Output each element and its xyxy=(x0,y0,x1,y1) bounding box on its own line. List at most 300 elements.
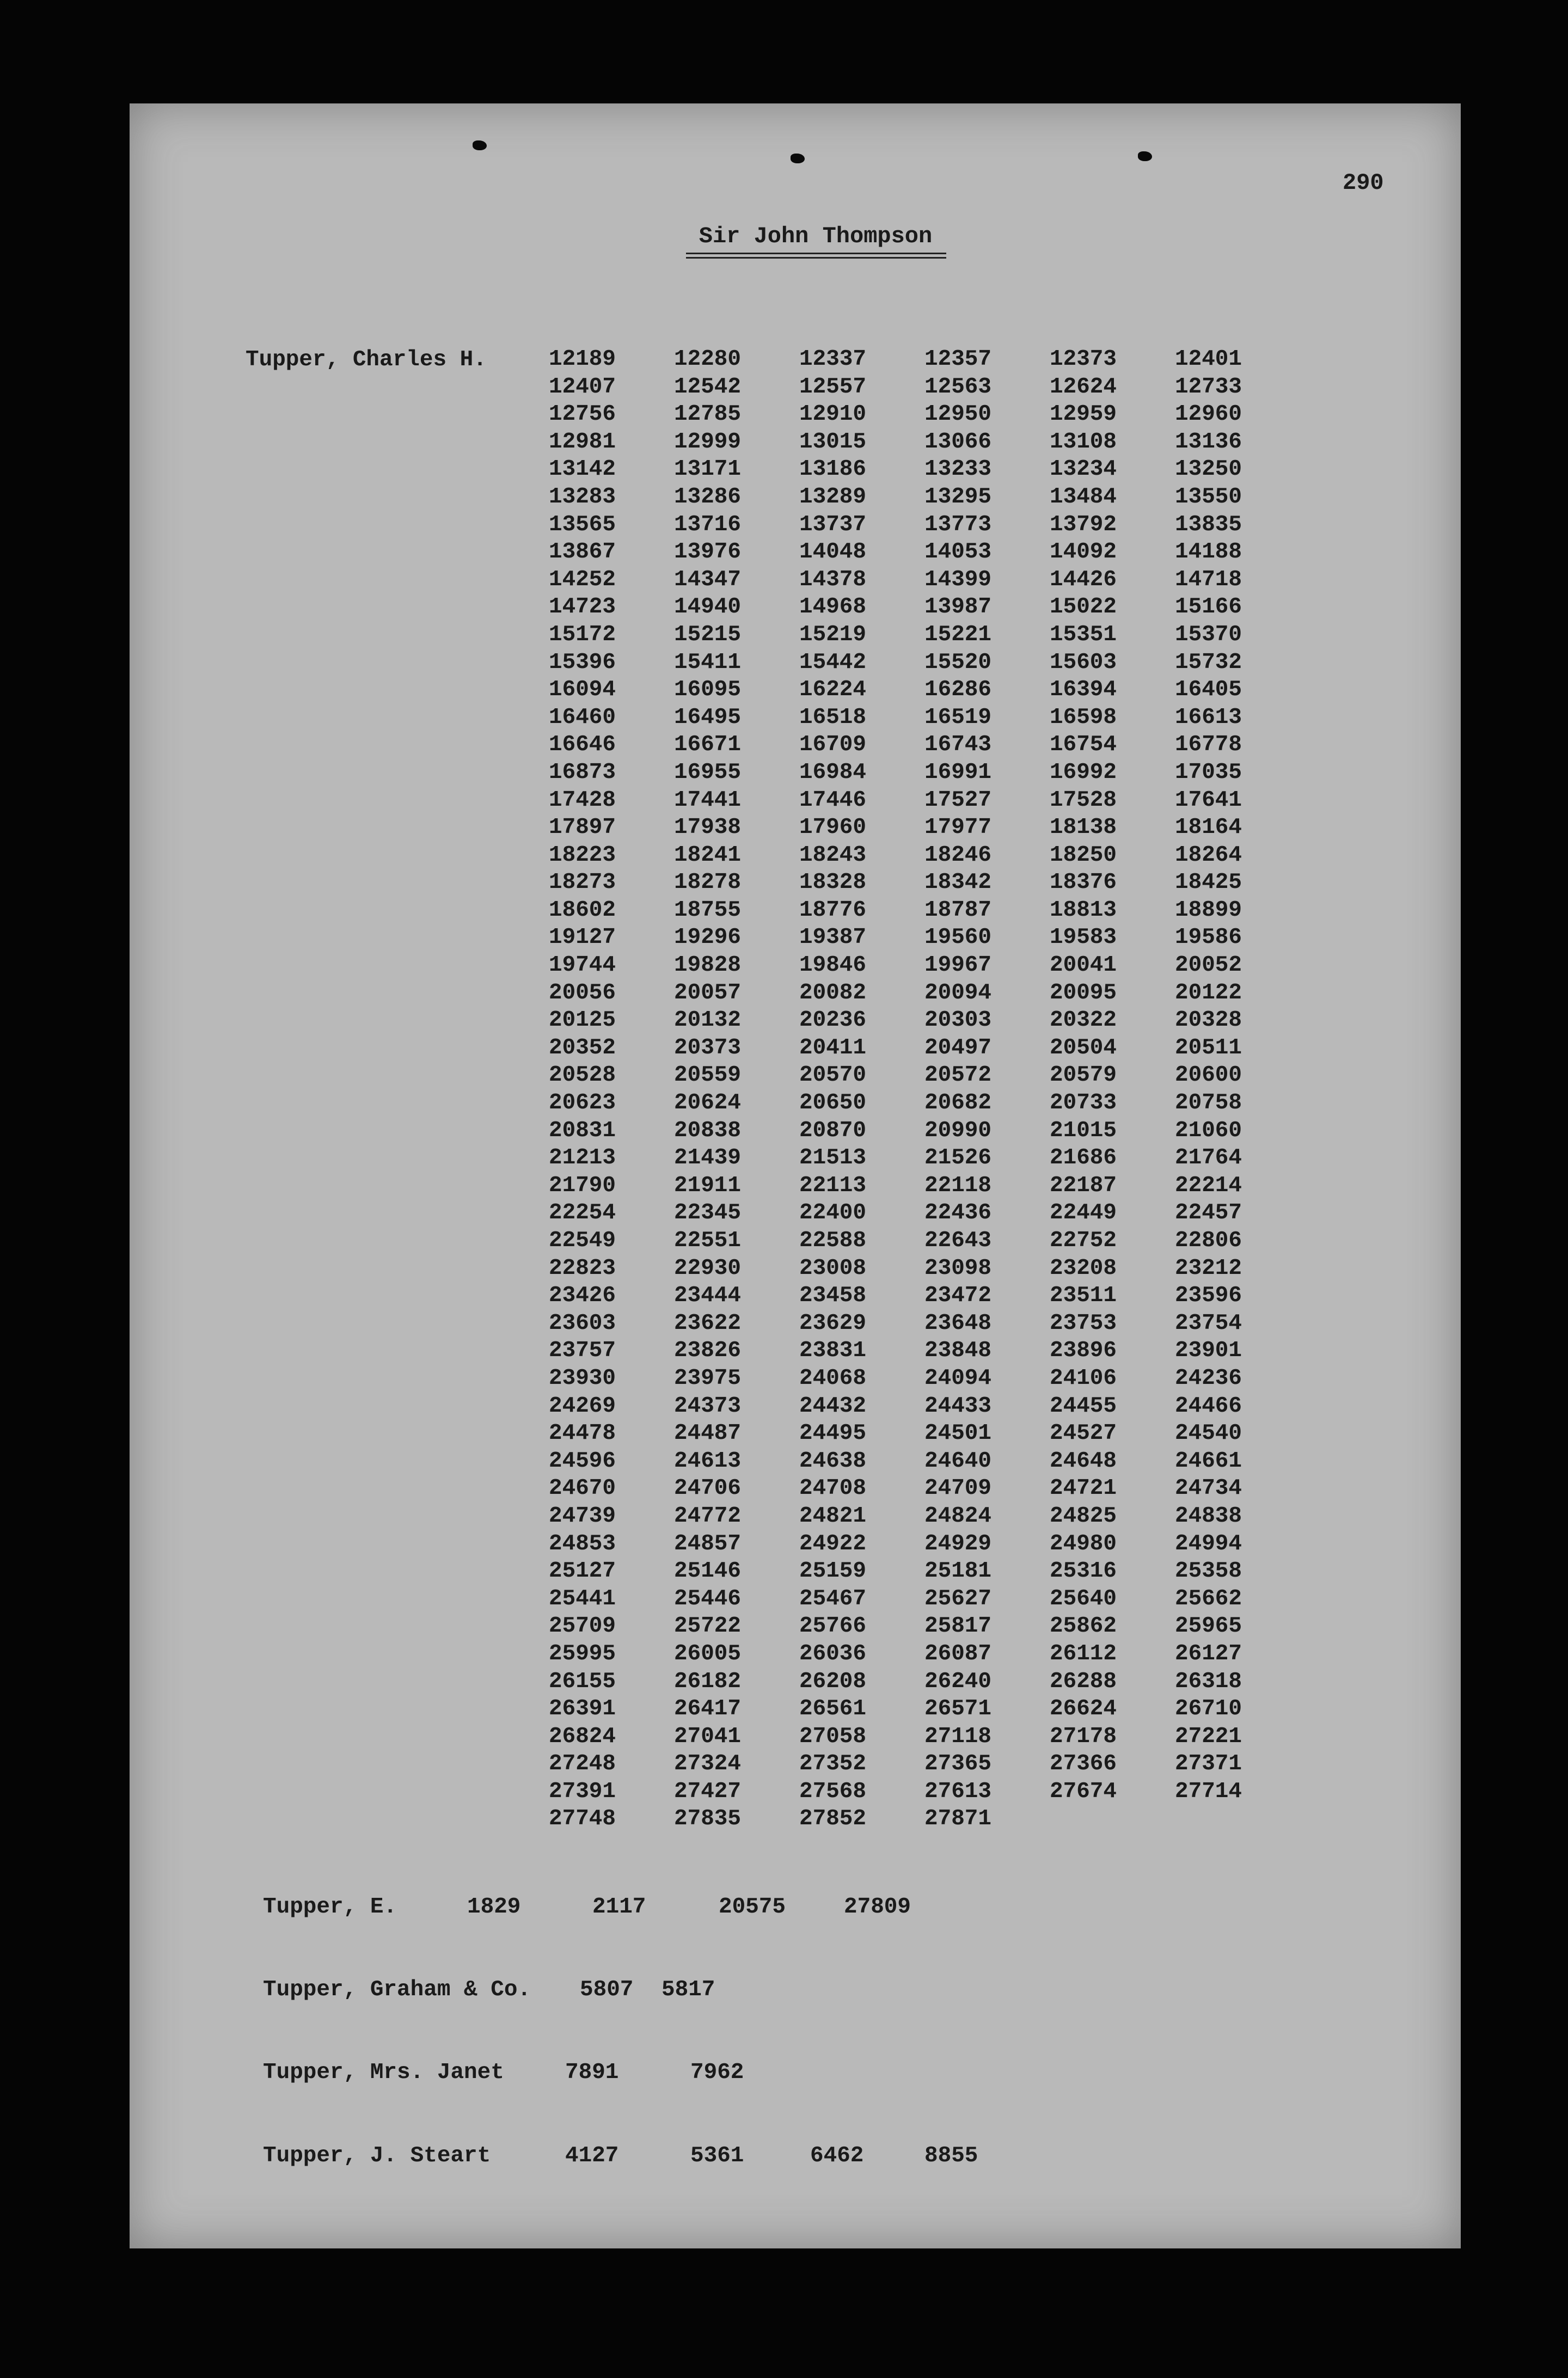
grid-cell: 22806 xyxy=(1175,1228,1242,1253)
grid-cell: 16495 xyxy=(674,704,742,730)
grid-cell: 23622 xyxy=(674,1310,742,1336)
grid-cell: 20733 xyxy=(1050,1090,1117,1116)
grid-cell: 17446 xyxy=(799,787,867,813)
grid-cell: 13108 xyxy=(1050,429,1117,455)
grid-cell: 20411 xyxy=(799,1035,867,1061)
grid-cell: 18243 xyxy=(799,842,867,868)
grid-cell: 22436 xyxy=(924,1200,992,1226)
grid-cell: 21439 xyxy=(674,1145,742,1171)
grid-cell: 14048 xyxy=(799,540,867,565)
grid-cell: 20579 xyxy=(1050,1063,1117,1088)
grid-cell: 20504 xyxy=(1050,1035,1117,1061)
grid-row xyxy=(549,1034,1409,1062)
grid-cell: 14347 xyxy=(674,567,742,592)
grid-cell: 20057 xyxy=(674,980,742,1006)
grid-cell: 23511 xyxy=(1050,1283,1117,1309)
grid-cell: 21790 xyxy=(549,1173,616,1198)
grid-cell: 16671 xyxy=(674,732,742,758)
grid-row xyxy=(549,1144,1409,1172)
grid-cell: 27324 xyxy=(674,1751,742,1777)
grid-cell: 25441 xyxy=(549,1586,616,1611)
grid-cell: 17960 xyxy=(799,815,867,841)
grid-cell: 24734 xyxy=(1175,1476,1242,1501)
grid-cell: 14188 xyxy=(1175,540,1242,565)
grid-cell: 24466 xyxy=(1175,1393,1242,1419)
grid-cell: 20056 xyxy=(549,980,616,1006)
grid-cell: 20132 xyxy=(674,1008,742,1033)
grid-cell: 22449 xyxy=(1050,1200,1117,1226)
grid-row xyxy=(549,731,1409,759)
page-number: 290 xyxy=(1343,170,1384,196)
grid-cell: 23603 xyxy=(549,1310,616,1336)
grid-cell: 19967 xyxy=(924,953,992,978)
grid-cell: 26005 xyxy=(674,1641,742,1666)
grid-cell: 25722 xyxy=(674,1614,742,1639)
grid-row xyxy=(549,952,1409,979)
grid-cell: 25358 xyxy=(1175,1559,1242,1584)
grid-cell: 20052 xyxy=(1175,953,1242,978)
grid-cell: 14426 xyxy=(1050,567,1117,592)
grid-cell: 12280 xyxy=(674,347,742,372)
grid-cell: 24501 xyxy=(924,1421,992,1447)
grid-cell: 17897 xyxy=(549,815,616,841)
grid-cell: 22113 xyxy=(799,1173,867,1198)
grid-cell: 18376 xyxy=(1050,870,1117,896)
grid-cell: 27248 xyxy=(549,1751,616,1777)
grid-row xyxy=(549,1227,1409,1255)
grid-cell: 19846 xyxy=(799,953,867,978)
grid-cell: 15396 xyxy=(549,649,616,675)
grid-cell: 23831 xyxy=(799,1338,867,1364)
grid-cell: 12950 xyxy=(924,402,992,427)
grid-cell: 24838 xyxy=(1175,1503,1242,1529)
grid-row xyxy=(549,842,1409,869)
grid-cell: 18264 xyxy=(1175,842,1242,868)
grid-row xyxy=(549,704,1409,732)
grid-cell: 21911 xyxy=(674,1173,742,1198)
grid-cell: 23826 xyxy=(674,1338,742,1364)
grid-cell: 13289 xyxy=(799,484,867,510)
grid-cell: 27118 xyxy=(924,1724,992,1749)
grid-cell: 16519 xyxy=(924,704,992,730)
grid-cell: 26624 xyxy=(1050,1696,1117,1722)
grid-cell: 13286 xyxy=(674,484,742,510)
grid-cell: 18250 xyxy=(1050,842,1117,868)
grid-cell: 12959 xyxy=(1050,402,1117,427)
grid-cell: 22643 xyxy=(924,1228,992,1253)
grid-row xyxy=(549,1393,1409,1420)
grid-cell: 13773 xyxy=(924,512,992,537)
grid-cell: 24648 xyxy=(1050,1448,1117,1474)
grid-row xyxy=(549,869,1409,897)
grid-cell: 27871 xyxy=(924,1806,992,1832)
grid-cell: 27714 xyxy=(1175,1779,1242,1804)
grid-cell: 14252 xyxy=(549,567,616,592)
grid-cell: 20650 xyxy=(799,1090,867,1116)
grid-cell: 16743 xyxy=(924,732,992,758)
grid-cell: 23472 xyxy=(924,1283,992,1309)
grid-row xyxy=(549,1640,1409,1668)
value: 5817 xyxy=(661,1977,715,2002)
grid-cell: 22823 xyxy=(549,1255,616,1281)
grid-cell: 26391 xyxy=(549,1696,616,1722)
grid-cell: 15219 xyxy=(799,622,867,647)
grid-cell: 18787 xyxy=(924,897,992,923)
value: 7891 xyxy=(565,2060,619,2085)
grid-cell: 24824 xyxy=(924,1503,992,1529)
grid-cell: 14968 xyxy=(799,594,867,620)
grid-row xyxy=(549,1117,1409,1145)
grid-cell: 26036 xyxy=(799,1641,867,1666)
grid-cell: 27178 xyxy=(1050,1724,1117,1749)
grid-row xyxy=(549,759,1409,787)
grid-cell: 24432 xyxy=(799,1393,867,1419)
grid-cell: 25181 xyxy=(924,1559,992,1584)
grid-cell: 13737 xyxy=(799,512,867,537)
grid-cell: 23648 xyxy=(924,1310,992,1336)
grid-cell: 12357 xyxy=(924,347,992,372)
grid-cell: 21060 xyxy=(1175,1118,1242,1143)
grid-row xyxy=(549,1199,1409,1227)
grid-cell: 13976 xyxy=(674,540,742,565)
grid-row xyxy=(549,1007,1409,1034)
grid-cell: 20236 xyxy=(799,1008,867,1033)
grid-cell: 12557 xyxy=(799,374,867,400)
grid-cell: 15172 xyxy=(549,622,616,647)
value: 1829 xyxy=(467,1895,521,1920)
grid-cell: 13867 xyxy=(549,540,616,565)
grid-cell: 18164 xyxy=(1175,815,1242,841)
grid-cell: 24527 xyxy=(1050,1421,1117,1447)
grid-cell: 16286 xyxy=(924,677,992,703)
grid-cell: 27391 xyxy=(549,1779,616,1804)
grid-cell: 13233 xyxy=(924,457,992,482)
grid-row xyxy=(549,1695,1409,1723)
entry-name-charles: Tupper, Charles H. xyxy=(246,347,487,372)
grid-cell: 22930 xyxy=(674,1255,742,1281)
grid-cell: 27748 xyxy=(549,1806,616,1832)
grid-cell: 20831 xyxy=(549,1118,616,1143)
grid-cell: 22549 xyxy=(549,1228,616,1253)
grid-row xyxy=(549,676,1409,704)
grid-cell: 18899 xyxy=(1175,897,1242,923)
grid-cell: 23098 xyxy=(924,1255,992,1281)
grid-row xyxy=(549,1282,1409,1310)
grid-cell: 16394 xyxy=(1050,677,1117,703)
grid-row xyxy=(549,566,1409,594)
grid-cell: 13565 xyxy=(549,512,616,537)
grid-cell: 24739 xyxy=(549,1503,616,1529)
grid-cell: 13186 xyxy=(799,457,867,482)
grid-row xyxy=(549,456,1409,483)
grid-row xyxy=(549,511,1409,539)
grid-cell: 17527 xyxy=(924,787,992,813)
value: 20575 xyxy=(719,1895,786,1920)
grid-cell: 24269 xyxy=(549,1393,616,1419)
grid-cell: 12373 xyxy=(1050,347,1117,372)
grid-cell: 24821 xyxy=(799,1503,867,1529)
grid-cell: 24094 xyxy=(924,1365,992,1391)
grid-cell: 24922 xyxy=(799,1531,867,1556)
grid-cell: 27835 xyxy=(674,1806,742,1832)
grid-cell: 13484 xyxy=(1050,484,1117,510)
grid-cell: 20528 xyxy=(549,1063,616,1088)
grid-cell: 23008 xyxy=(799,1255,867,1281)
grid-cell: 23848 xyxy=(924,1338,992,1364)
grid-cell: 24721 xyxy=(1050,1476,1117,1501)
grid-cell: 24857 xyxy=(674,1531,742,1556)
grid-cell: 17441 xyxy=(674,787,742,813)
grid-cell: 24980 xyxy=(1050,1531,1117,1556)
grid-cell: 25127 xyxy=(549,1559,616,1584)
entry-values-steart xyxy=(565,2143,1039,2168)
grid-cell: 27852 xyxy=(799,1806,867,1832)
grid-cell: 13066 xyxy=(924,429,992,455)
grid-cell: 26571 xyxy=(924,1696,992,1722)
grid-row xyxy=(549,1750,1409,1778)
grid-cell: 17938 xyxy=(674,815,742,841)
grid-cell: 15520 xyxy=(924,649,992,675)
grid-row xyxy=(549,1255,1409,1283)
grid-cell: 18246 xyxy=(924,842,992,868)
grid-cell: 13716 xyxy=(674,512,742,537)
grid-row xyxy=(549,1062,1409,1089)
grid-cell: 20094 xyxy=(924,980,992,1006)
grid-cell: 14092 xyxy=(1050,540,1117,565)
grid-cell: 16778 xyxy=(1175,732,1242,758)
grid-cell: 26112 xyxy=(1050,1641,1117,1666)
grid-cell: 16646 xyxy=(549,732,616,758)
grid-cell: 19387 xyxy=(799,925,867,951)
grid-cell: 23212 xyxy=(1175,1255,1242,1281)
grid-cell: 16224 xyxy=(799,677,867,703)
grid-cell: 14723 xyxy=(549,594,616,620)
grid-cell: 20570 xyxy=(799,1063,867,1088)
grid-cell: 22118 xyxy=(924,1173,992,1198)
grid-cell: 26561 xyxy=(799,1696,867,1722)
grid-cell: 16955 xyxy=(674,759,742,785)
grid-cell: 24661 xyxy=(1175,1448,1242,1474)
grid-row xyxy=(549,897,1409,924)
grid-row xyxy=(549,1475,1409,1503)
grid-cell: 20838 xyxy=(674,1118,742,1143)
grid-cell: 27365 xyxy=(924,1751,992,1777)
grid-cell: 23901 xyxy=(1175,1338,1242,1364)
value: 7962 xyxy=(690,2060,744,2085)
grid-cell: 20125 xyxy=(549,1008,616,1033)
grid-cell: 14718 xyxy=(1175,567,1242,592)
grid-cell: 12542 xyxy=(674,374,742,400)
grid-cell: 15411 xyxy=(674,649,742,675)
value: 4127 xyxy=(565,2143,619,2168)
grid-cell: 12563 xyxy=(924,374,992,400)
grid-cell: 24772 xyxy=(674,1503,742,1529)
grid-cell: 20041 xyxy=(1050,953,1117,978)
grid-cell: 18755 xyxy=(674,897,742,923)
grid-cell: 20600 xyxy=(1175,1063,1242,1088)
grid-cell: 21015 xyxy=(1050,1118,1117,1143)
grid-cell: 20095 xyxy=(1050,980,1117,1006)
grid-cell: 21686 xyxy=(1050,1145,1117,1171)
grid-row xyxy=(549,814,1409,842)
grid-cell: 13283 xyxy=(549,484,616,510)
grid-cell: 16709 xyxy=(799,732,867,758)
grid-cell: 22400 xyxy=(799,1200,867,1226)
grid-cell: 24709 xyxy=(924,1476,992,1501)
grid-cell: 19560 xyxy=(924,925,992,951)
grid-cell: 16754 xyxy=(1050,732,1117,758)
grid-cell: 18602 xyxy=(549,897,616,923)
grid-cell: 15370 xyxy=(1175,622,1242,647)
grid-cell: 19586 xyxy=(1175,925,1242,951)
grid-cell: 12189 xyxy=(549,347,616,372)
grid-cell: 20990 xyxy=(924,1118,992,1143)
grid-cell: 20758 xyxy=(1175,1090,1242,1116)
grid-cell: 14940 xyxy=(674,594,742,620)
grid-cell: 18138 xyxy=(1050,815,1117,841)
grid-cell: 22588 xyxy=(799,1228,867,1253)
grid-cell: 27568 xyxy=(799,1779,867,1804)
grid-cell: 20373 xyxy=(674,1035,742,1061)
grid-cell: 20322 xyxy=(1050,1008,1117,1033)
charles-number-grid xyxy=(549,346,1409,1833)
grid-cell: 18241 xyxy=(674,842,742,868)
grid-cell: 17428 xyxy=(549,787,616,813)
grid-cell: 25446 xyxy=(674,1586,742,1611)
grid-cell: 13250 xyxy=(1175,457,1242,482)
grid-cell: 18223 xyxy=(549,842,616,868)
grid-row xyxy=(549,373,1409,401)
grid-row xyxy=(549,979,1409,1007)
value: 27809 xyxy=(844,1895,911,1920)
grid-cell: 24068 xyxy=(799,1365,867,1391)
grid-cell: 22254 xyxy=(549,1200,616,1226)
grid-cell: 12981 xyxy=(549,429,616,455)
grid-cell: 22551 xyxy=(674,1228,742,1253)
grid-cell: 12407 xyxy=(549,374,616,400)
grid-cell: 24495 xyxy=(799,1421,867,1447)
grid-cell: 24236 xyxy=(1175,1365,1242,1391)
grid-row xyxy=(549,1172,1409,1200)
grid-cell: 23975 xyxy=(674,1365,742,1391)
grid-cell: 14378 xyxy=(799,567,867,592)
grid-cell: 27058 xyxy=(799,1724,867,1749)
grid-cell: 20082 xyxy=(799,980,867,1006)
grid-cell: 16405 xyxy=(1175,677,1242,703)
grid-row xyxy=(549,1420,1409,1448)
value: 5361 xyxy=(690,2143,744,2168)
grid-cell: 19744 xyxy=(549,953,616,978)
grid-cell: 22752 xyxy=(1050,1228,1117,1253)
value: 6462 xyxy=(810,2143,864,2168)
grid-cell: 16991 xyxy=(924,759,992,785)
grid-cell: 20352 xyxy=(549,1035,616,1061)
grid-cell: 19127 xyxy=(549,925,616,951)
grid-cell: 24853 xyxy=(549,1531,616,1556)
grid-cell: 16460 xyxy=(549,704,616,730)
grid-cell: 27352 xyxy=(799,1751,867,1777)
grid-row xyxy=(549,538,1409,566)
page-title: Sir John Thompson xyxy=(699,223,933,249)
grid-row xyxy=(549,1503,1409,1530)
grid-cell: 25965 xyxy=(1175,1614,1242,1639)
entry-name-graham: Tupper, Graham & Co. xyxy=(263,1977,531,2002)
grid-row xyxy=(549,1668,1409,1696)
grid-row xyxy=(549,1805,1409,1833)
grid-cell: 16873 xyxy=(549,759,616,785)
grid-cell: 24825 xyxy=(1050,1503,1117,1529)
grid-cell: 15166 xyxy=(1175,594,1242,620)
grid-row xyxy=(549,1365,1409,1393)
grid-cell: 26824 xyxy=(549,1724,616,1749)
grid-cell: 19296 xyxy=(674,925,742,951)
grid-cell: 16613 xyxy=(1175,704,1242,730)
grid-cell: 13835 xyxy=(1175,512,1242,537)
grid-cell: 13295 xyxy=(924,484,992,510)
grid-cell: 15442 xyxy=(799,649,867,675)
grid-cell: 20623 xyxy=(549,1090,616,1116)
grid-cell: 18342 xyxy=(924,870,992,896)
grid-cell: 20870 xyxy=(799,1118,867,1143)
grid-cell: 12999 xyxy=(674,429,742,455)
grid-cell: 15351 xyxy=(1050,622,1117,647)
grid-cell: 24640 xyxy=(924,1448,992,1474)
grid-cell: 13171 xyxy=(674,457,742,482)
grid-cell: 16984 xyxy=(799,759,867,785)
grid-cell: 26417 xyxy=(674,1696,742,1722)
entry-name-e: Tupper, E. xyxy=(263,1895,397,1920)
grid-cell: 26710 xyxy=(1175,1696,1242,1722)
grid-cell: 13987 xyxy=(924,594,992,620)
grid-cell: 23753 xyxy=(1050,1310,1117,1336)
grid-cell: 25467 xyxy=(799,1586,867,1611)
grid-row xyxy=(549,1778,1409,1806)
grid-cell: 25640 xyxy=(1050,1586,1117,1611)
grid-cell: 15732 xyxy=(1175,649,1242,675)
grid-cell: 24670 xyxy=(549,1476,616,1501)
grid-row xyxy=(549,1530,1409,1558)
grid-cell: 18425 xyxy=(1175,870,1242,896)
grid-cell: 16598 xyxy=(1050,704,1117,730)
grid-cell: 18813 xyxy=(1050,897,1117,923)
grid-cell: 24433 xyxy=(924,1393,992,1419)
grid-cell: 21526 xyxy=(924,1145,992,1171)
grid-cell: 24487 xyxy=(674,1421,742,1447)
grid-cell: 16518 xyxy=(799,704,867,730)
grid-cell: 25995 xyxy=(549,1641,616,1666)
grid-cell: 24478 xyxy=(549,1421,616,1447)
grid-cell: 23458 xyxy=(799,1283,867,1309)
grid-cell: 27041 xyxy=(674,1724,742,1749)
grid-cell: 13015 xyxy=(799,429,867,455)
value: 5807 xyxy=(580,1977,634,2002)
grid-cell: 12733 xyxy=(1175,374,1242,400)
grid-row xyxy=(549,1448,1409,1475)
grid-cell: 25316 xyxy=(1050,1559,1117,1584)
grid-cell: 26155 xyxy=(549,1669,616,1694)
grid-cell: 20303 xyxy=(924,1008,992,1033)
grid-cell: 25159 xyxy=(799,1559,867,1584)
grid-row xyxy=(549,924,1409,952)
grid-cell: 24708 xyxy=(799,1476,867,1501)
entry-values-graham xyxy=(580,1977,743,2002)
grid-cell: 20559 xyxy=(674,1063,742,1088)
grid-cell: 25146 xyxy=(674,1559,742,1584)
grid-row xyxy=(549,1723,1409,1751)
grid-cell: 25817 xyxy=(924,1614,992,1639)
grid-cell: 17641 xyxy=(1175,787,1242,813)
grid-cell: 25709 xyxy=(549,1614,616,1639)
